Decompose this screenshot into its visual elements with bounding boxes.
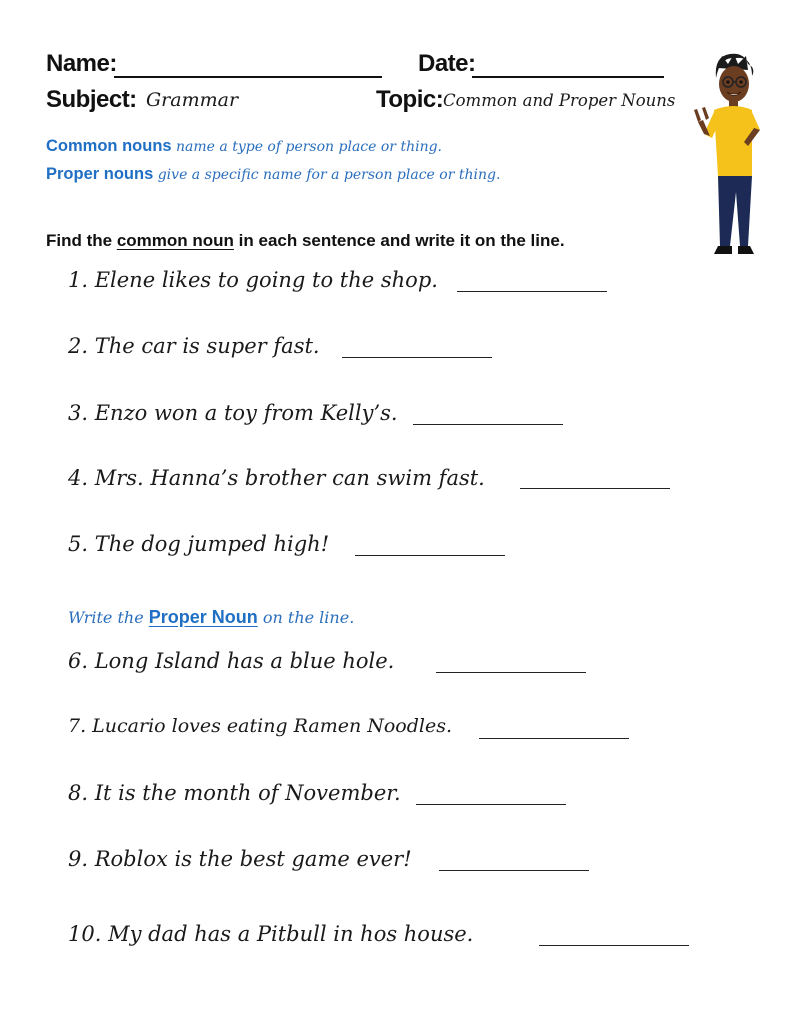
section2-instruction-key: Proper Noun: [148, 607, 258, 627]
answer-line-1[interactable]: [457, 291, 607, 292]
common-noun-term: Common nouns: [46, 137, 172, 155]
answer-line-6[interactable]: [436, 672, 586, 673]
subject-value: Grammar: [146, 89, 239, 111]
answer-line-10[interactable]: [539, 945, 689, 946]
answer-line-7[interactable]: [479, 738, 629, 739]
question-4: 4. Mrs. Hanna’s brother can swim fast.: [68, 466, 485, 490]
answer-line-8[interactable]: [416, 804, 566, 805]
common-noun-text: name a type of person place or thing.: [176, 139, 442, 155]
question-6: 6. Long Island has a blue hole.: [68, 649, 395, 673]
section1-instruction-pre: Find the: [46, 231, 117, 250]
section1-instruction-post: in each sentence and write it on the line.: [233, 231, 565, 250]
question-5: 5. The dog jumped high!: [68, 532, 330, 556]
answer-line-4[interactable]: [520, 488, 670, 489]
answer-line-2[interactable]: [342, 357, 492, 358]
question-2: 2. The car is super fast.: [68, 334, 320, 358]
date-field[interactable]: [472, 76, 664, 78]
question-10: 10. My dad has a Pitbull in hos house.: [68, 922, 474, 946]
date-label: Date:: [418, 50, 476, 77]
section2-instruction: [68, 607, 354, 628]
common-noun-definition: [46, 137, 442, 156]
proper-noun-text: give a specific name for a person place or thing.: [157, 167, 501, 183]
teacher-avatar-illustration: [690, 50, 770, 270]
answer-line-9[interactable]: [439, 870, 589, 871]
name-field[interactable]: [114, 76, 382, 78]
question-1: 1. Elene likes to going to the shop.: [68, 268, 438, 292]
question-9: 9. Roblox is the best game ever!: [68, 847, 412, 871]
section2-instruction-pre: Write the: [68, 608, 149, 627]
question-7: 7. Lucario loves eating Ramen Noodles.: [68, 715, 453, 737]
section1-instruction-key: common noun: [116, 231, 234, 250]
answer-line-3[interactable]: [413, 424, 563, 425]
question-3: 3. Enzo won a toy from Kelly’s.: [68, 401, 398, 425]
name-label: Name:: [46, 50, 117, 77]
topic-label: Topic:: [376, 86, 444, 113]
topic-value: Common and Proper Nouns: [443, 91, 676, 110]
subject-label: Subject:: [46, 86, 137, 113]
section2-instruction-post: on the line.: [257, 608, 355, 627]
proper-noun-definition: [46, 165, 500, 184]
proper-noun-term: Proper nouns: [46, 165, 154, 183]
section1-instruction: [46, 231, 565, 251]
question-8: 8. It is the month of November.: [68, 781, 401, 805]
answer-line-5[interactable]: [355, 555, 505, 556]
